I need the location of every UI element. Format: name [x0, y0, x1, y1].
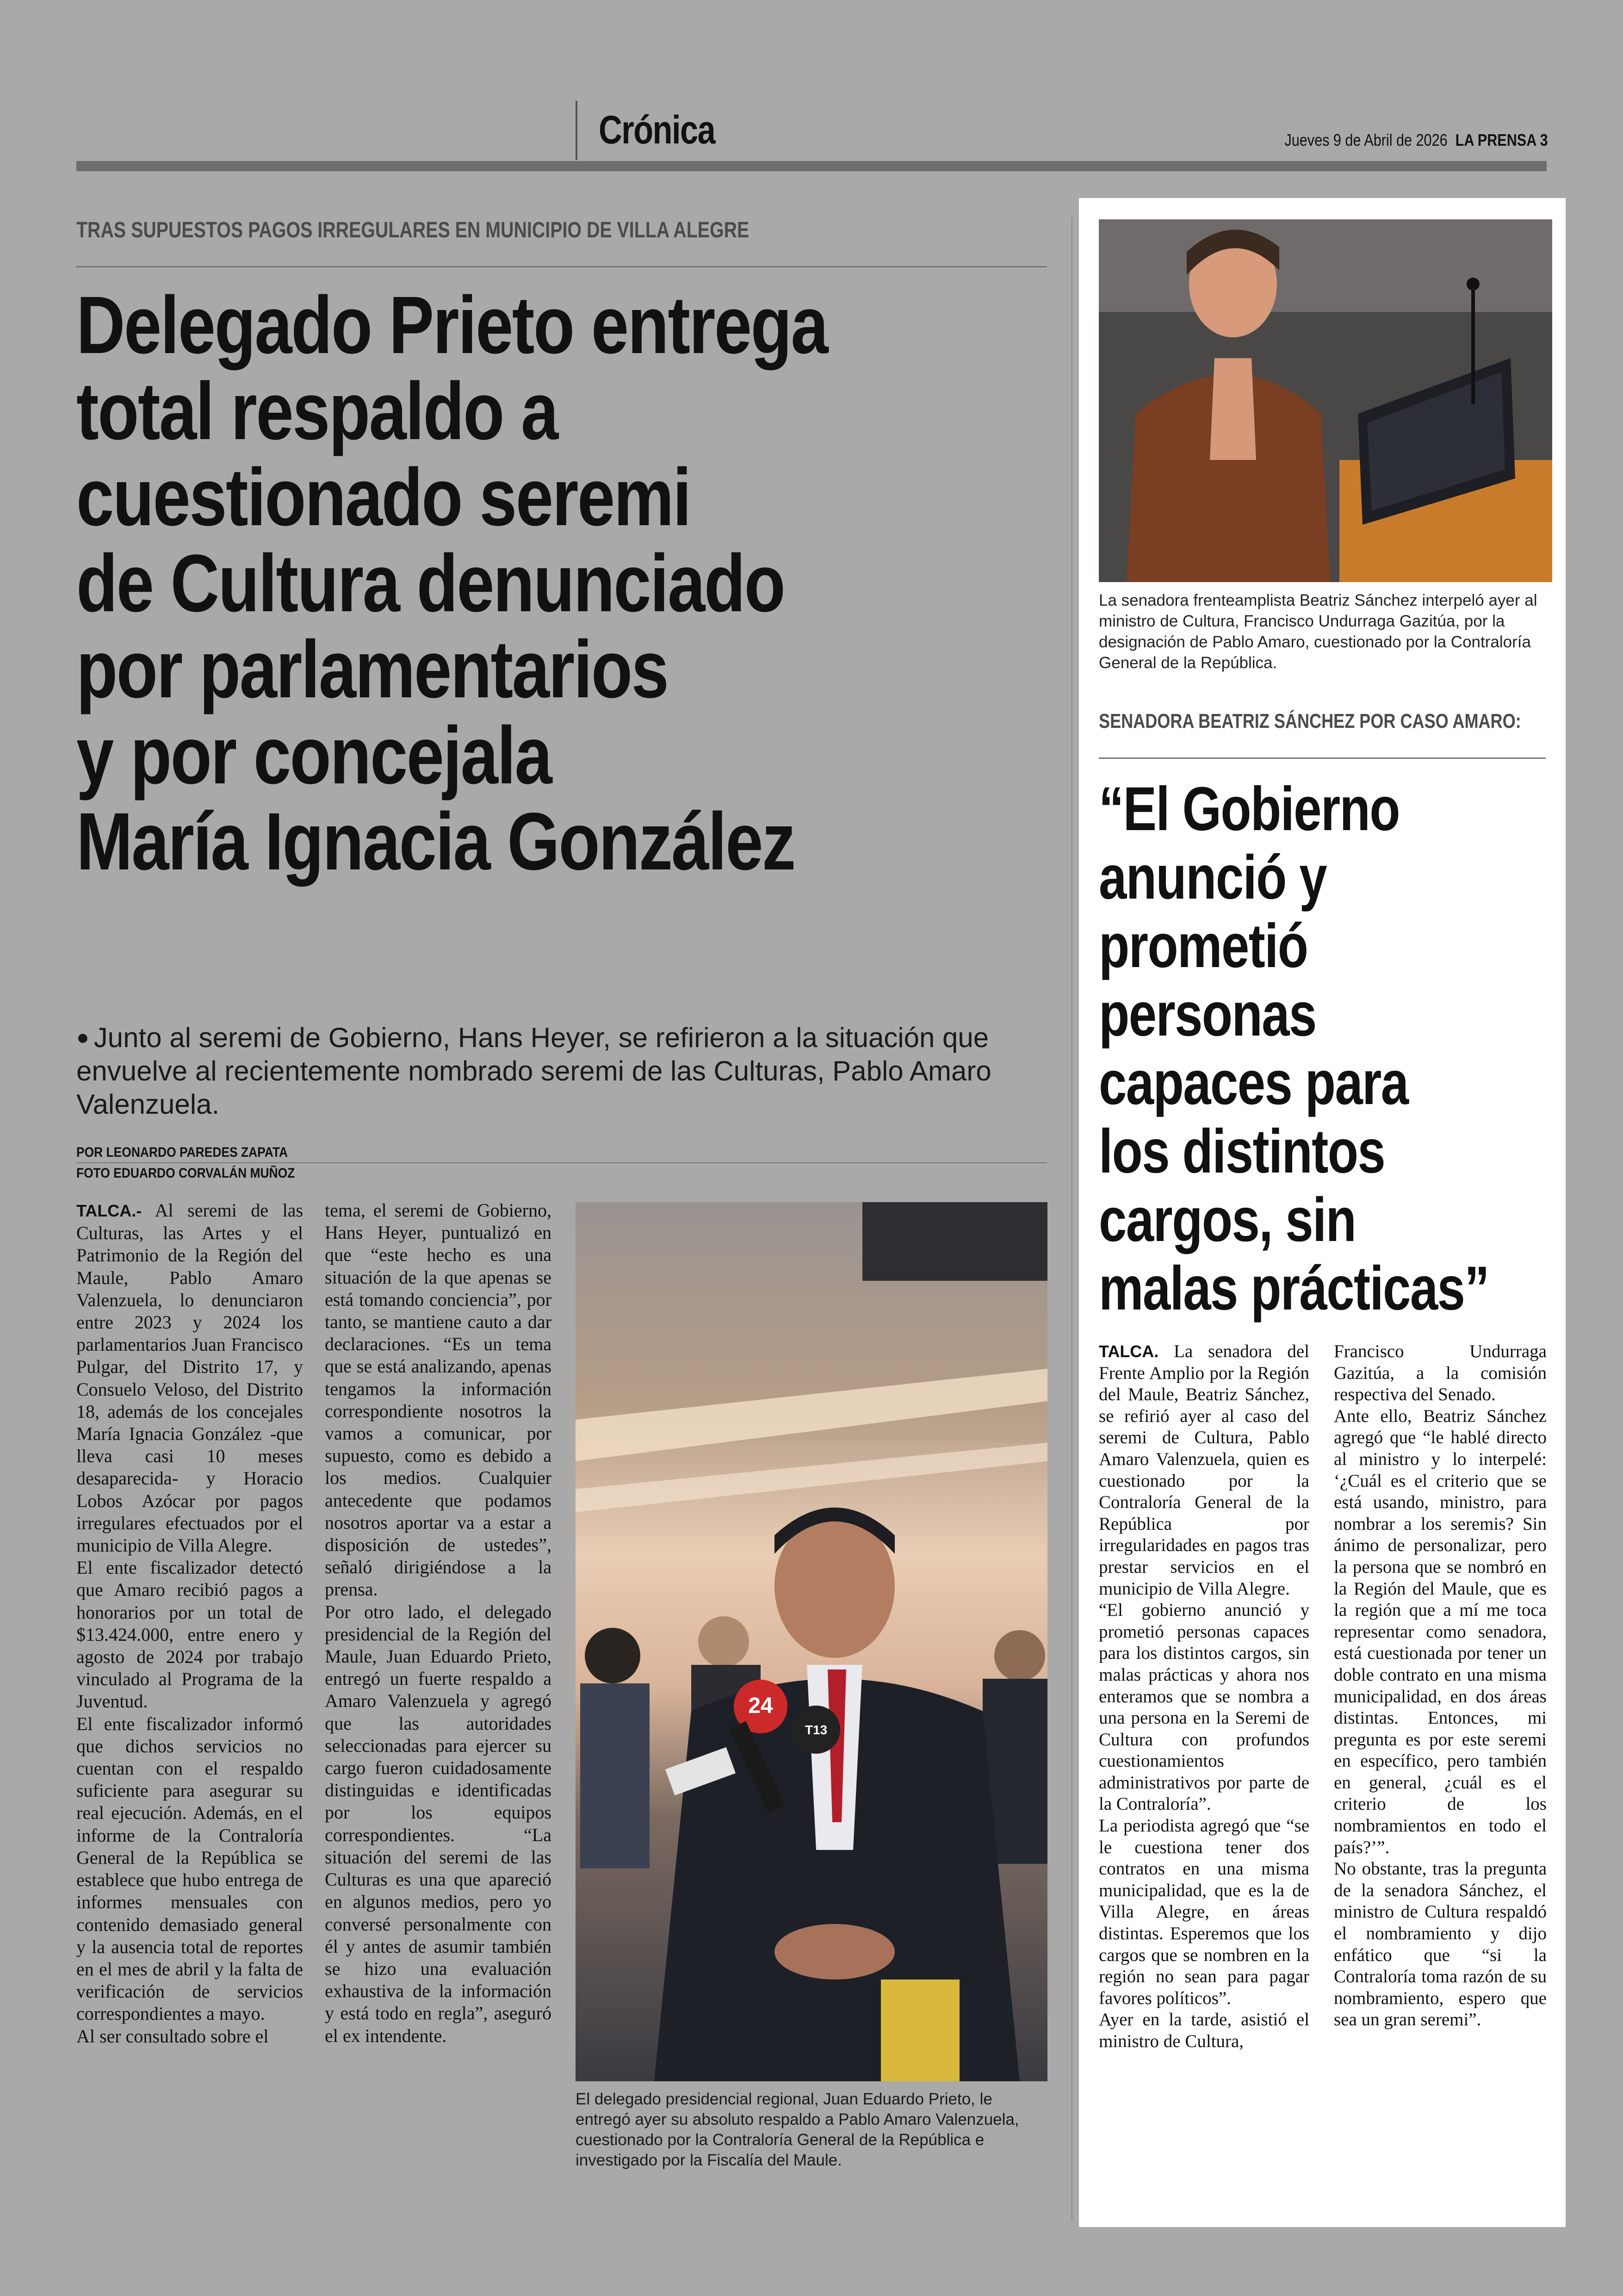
paragraph: Ante ello, Beatriz Sánchez agregó que “le hablé directo al ministro y lo interpelé: ‘¿Cuál es el criterio que se está usando, ministro, para nombrar a los seremis? Sin ánimo de personalizar, pero la persona que se nombró en la Región del Maule, que es la región que a mí me toca representar como senadora, está cuestionada por tener un doble contrato en una misma municipalidad, en dos áreas distintas. Entonces, mi pregunta es por este seremi en específico, pero también en general, ¿cuál es el criterio de los nombramientos en todo el país?’”.	[1334, 1406, 1547, 1857]
paragraph: No obstante, tras la pregunta de la senadora Sánchez, el ministro de Cultura respaldó el nombramiento y dijo enfático que “si la Contraloría toma razón de su nombramiento, espero que sea un gran seremi”.	[1334, 1859, 1547, 2030]
article-column-2	[325, 1199, 551, 2047]
paragraph: El ente fiscalizador informó que dichos servicios no cuentan con el respaldo suficiente para asegurar su real ejecución. Además, en el informe de la Contraloría General de la República se establece que hubo entrega de informes mensuales con contenido demasiado general y la ausencia total de reportes en el mes de abril y la falta de verificación de servicios correspondientes a mayo.	[76, 1713, 303, 2024]
paragraph: “El gobierno anunció y prometió personas capaces para los distintos cargos, sin malas prácticas y ahora nos enteramos que se nombra a una persona en la Seremi de Cultura con profundos cuestionamientos administrativos por parte de la Contraloría”.	[1099, 1600, 1309, 1814]
side-headline	[1099, 775, 1549, 1323]
headline-line: cuestionado seremi	[76, 452, 691, 543]
press-conference-illustration	[576, 1202, 1047, 2081]
mic-label: T13	[805, 1723, 828, 1737]
headline-line: y por concejala	[76, 710, 551, 801]
headline-line: malas prácticas”	[1099, 1254, 1489, 1323]
side-column-2	[1334, 1341, 1547, 2031]
paragraph: Por otro lado, el delegado presidencial de la Región del Maule, Juan Eduardo Prieto, entregó un fuerte respaldo a Amaro Valenzuela y agregó que las autoridades seleccionadas para ejercer su cargo fueron cuidadosamente distinguidas e identificadas por los equipos correspondientes. “La situación del seremi de las Culturas es una que apareció en algunos medios, pero yo conversé personalmente con él y antes de asumir también se hizo una evaluación exhaustiva de la información y está todo en regla”, aseguró el ex intendente.	[325, 1601, 551, 2046]
main-headline	[76, 282, 1036, 885]
paragraph: Ayer en la tarde, asistió el ministro de Cultura,	[1099, 2010, 1309, 2051]
section-name: Crónica	[599, 108, 715, 152]
paper-page: LA PRENSA 3	[1455, 130, 1548, 149]
mic-label: 24	[748, 1694, 773, 1718]
byline-photo: FOTO EDUARDO CORVALÁN MUÑOZ	[76, 1166, 295, 1181]
page-date	[1285, 130, 1548, 150]
headline-line: “El Gobierno	[1099, 775, 1400, 844]
dateline: TALCA.-	[76, 1201, 142, 1220]
headline-line: por parlamentarios	[76, 624, 668, 715]
senator-photo	[1099, 219, 1552, 582]
headline-line: de Cultura denunciado	[76, 538, 785, 629]
side-column-1	[1099, 1341, 1309, 2053]
headline-line: anunció y	[1099, 843, 1327, 912]
headline-line: total respaldo a	[76, 366, 558, 457]
main-summary	[76, 1020, 1047, 1121]
headline-line: los distintos	[1099, 1117, 1385, 1186]
main-kicker: TRAS SUPUESTOS PAGOS IRREGULARES EN MUNICIPIO DE VILLA ALEGRE	[76, 218, 750, 242]
main-photo-caption: El delegado presidencial regional, Juan Eduardo Prieto, le entregó ayer su absoluto respaldo a Pablo Amaro Valenzuela, cuestionado por la Contraloría General de la República e investigado por la Fiscalía del Maule.	[576, 2090, 1019, 2169]
paragraph-text: La senadora del Frente Amplio por la Región del Maule, Beatriz Sánchez, se refirió ayer al caso del seremi de Cultura, Pablo Amaro Valenzuela, quien es cuestionado por la Contraloría General de la República por irregularidades en pagos tras prestar servicios en el municipio de Villa Alegre.	[1099, 1341, 1310, 1599]
headline-line: María Ignacia González	[76, 796, 795, 887]
paragraph: Francisco Undurraga Gazitúa, a la comisión respectiva del Senado.	[1334, 1341, 1547, 1405]
senate-illustration	[1099, 219, 1552, 582]
paragraph: El ente fiscalizador detectó que Amaro recibió pagos a honorarios por un total de $13.424.000, entre enero y agosto de 2024 por trabajo vinculado al Programa de la Juventud.	[76, 1557, 303, 1712]
date-text: Jueves 9 de Abril de 2026	[1284, 130, 1448, 149]
side-kicker-rule	[1099, 757, 1546, 759]
headline-line: personas	[1099, 980, 1316, 1049]
summary-text: Junto al seremi de Gobierno, Hans Heyer, se refirieron a la situación que envuelve al recientemente nombrado seremi de las Culturas, Pablo Amaro Valenzuela.	[76, 1022, 991, 1120]
headline-line: prometió	[1099, 912, 1308, 980]
paragraph: tema, el seremi de Gobierno, Hans Heyer, puntualizó en que “este hecho es una situación de la que apenas se está tomando conciencia”, por tanto, se mantiene cauto a dar declaraciones. “Es un tema que se está analizando, apenas tengamos la información correspondiente nosotros la vamos a comunicar, por supuesto, como es debido a los medios. Cualquier antecedente que podamos nosotros aportar va a estar a disposición de ustedes”, señaló dirigiéndose a la prensa.	[325, 1200, 551, 1600]
side-kicker: SENADORA BEATRIZ SÁNCHEZ POR CASO AMARO:	[1099, 710, 1521, 732]
article-column-1	[76, 1199, 303, 2048]
senator-photo-caption: La senadora frenteamplista Beatriz Sánchez interpeló ayer al ministro de Cultura, Francisco Undurraga Gazitúa, por la designación de Pablo Amaro, cuestionado por la Contraloría General de la República.	[1099, 591, 1537, 672]
header-divider	[576, 101, 577, 160]
dateline: TALCA.	[1099, 1342, 1159, 1361]
headline-line: Delegado Prieto entrega	[76, 280, 828, 371]
paragraph: Al ser consultado sobre el	[76, 2025, 269, 2047]
paragraph-text: Al seremi de las Culturas, las Artes y el Patrimonio de la Región del Maule, Pablo Amaro Valenzuela, lo denunciaron entre 2023 y 2024 los parlamentarios Juan Francisco Pulgar, del Distrito 17, y Consuelo Veloso, del Distrito 18, además de los concejales María Ignacia González -que lleva casi 10 meses desaparecida- y Horacio Lobos Azócar por pagos irregulares efectuados por el municipio de Villa Alegre.	[76, 1200, 304, 1556]
header-rule	[76, 161, 1547, 171]
paragraph	[76, 1199, 303, 1557]
headline-line: capaces para	[1099, 1049, 1408, 1117]
paragraph: La periodista agregó que “se le cuestiona tener dos contratos en una misma municipalidad, que es la de Villa Alegre, en áreas distintas. Esperemos que los cargos que se nombren en la región no sean para pagar favores políticos”.	[1099, 1816, 1309, 2008]
byline-rule	[76, 1162, 1047, 1163]
paragraph	[1099, 1341, 1309, 1600]
byline-author: POR LEONARDO PAREDES ZAPATA	[76, 1145, 288, 1160]
main-photo	[576, 1202, 1047, 2081]
bullet-icon: ●	[76, 1025, 89, 1049]
headline-line: cargos, sin	[1099, 1185, 1356, 1254]
kicker-rule	[76, 266, 1047, 267]
